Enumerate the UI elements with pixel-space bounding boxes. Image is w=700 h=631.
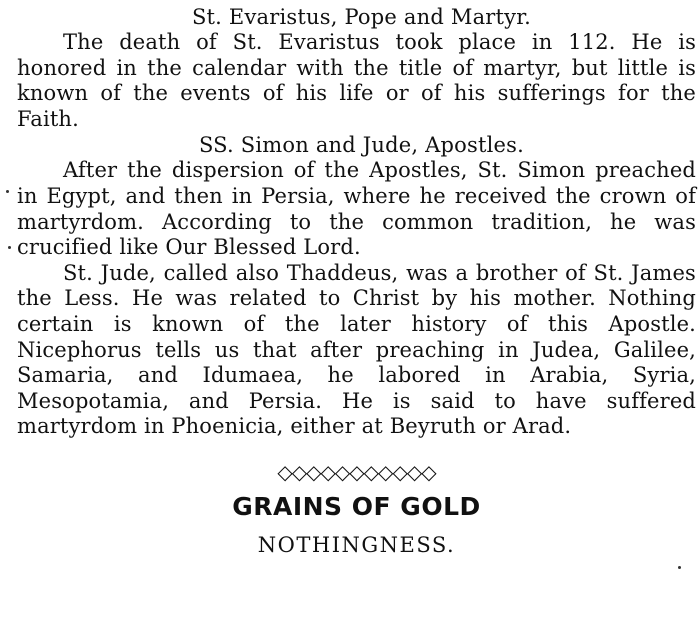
grains-of-gold-title: GRAINS OF GOLD [232,491,481,521]
nothingness-subtitle: NOTHINGNESS. [257,532,456,557]
paragraph-evaristus: The death of St. Evaristus took place in 112. He is honored in the calendar with the title of martyr, but little is known of the events of his life or of his sufferings for the Faith. [17,30,696,131]
print-speck [678,566,681,569]
print-speck [6,190,9,193]
section-heading-simon-jude: SS. Simon and Jude, Apostles. [198,133,525,158]
paragraph-jude: St. Jude, called also Thaddeus, was a brother of St. James the Less. He was related to Christ by his mother. Nothing certain is known of the later history of this Apostle. Nicephorus tells us that after preaching in Judea, Galilee, Samaria, and Idumaea, he labored in Arabia, Syria, Mesopotamia, and Persia. He is said to have suffered martyrdom in Phoenicia, either at Beyruth or Arad. [17,260,696,439]
ornament-divider: ◇◇◇◇◇◇◇◇◇◇◇ [277,459,436,484]
section-heading-evaristus: St. Evaristus, Pope and Martyr. [191,5,532,29]
paragraph-simon: After the dispersion of the Apostles, St. Simon preached in Egypt, and then in Persia, where he received the crown of martyrdom. According to the common tradition, he was crucified like Our Blessed Lord. [17,158,696,260]
print-speck [8,246,11,249]
